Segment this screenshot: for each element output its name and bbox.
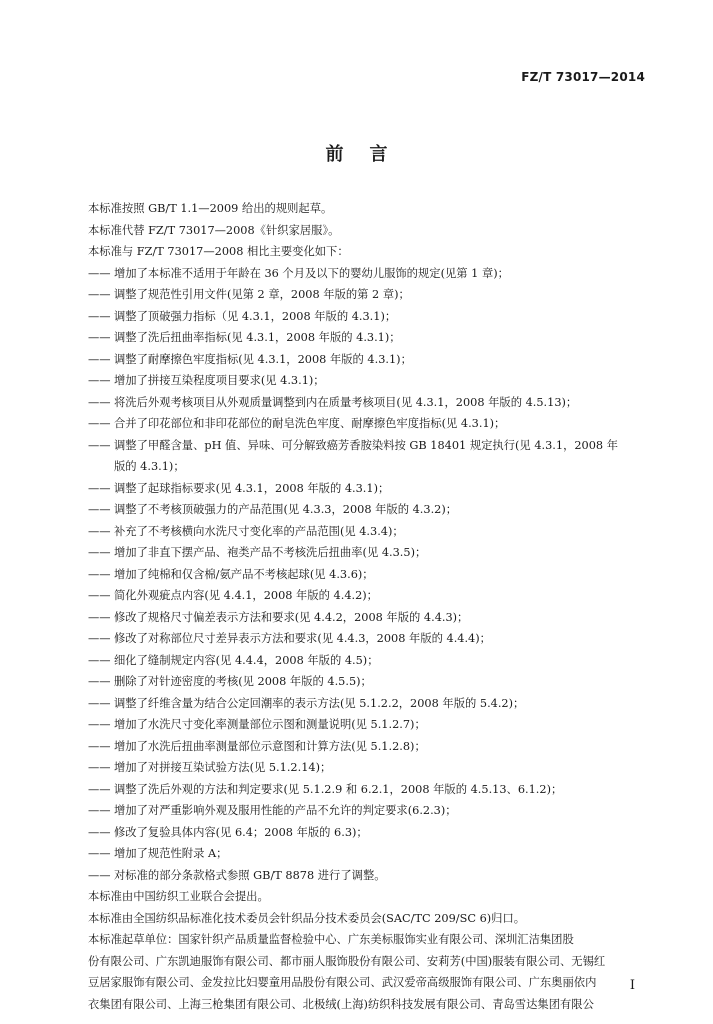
change-text: 对标准的部分条款格式参照 GB/T 8878 进行了调整。 xyxy=(114,868,386,882)
change-item xyxy=(88,521,648,543)
dash-marker: —— xyxy=(88,503,111,516)
change-item xyxy=(88,757,648,779)
change-text: 调整了纤维含量为结合公定回潮率的表示方法(见 5.1.2.2，2008 年版的 5.4.2)； xyxy=(114,696,525,710)
change-text: 修改了复验具体内容(见 6.4；2008 年版的 6.3)； xyxy=(114,825,368,839)
dash-marker: —— xyxy=(88,847,111,860)
dash-marker: —— xyxy=(88,653,111,667)
dash-marker: —— xyxy=(88,481,111,495)
change-text: 将洗后外观考核项目从外观质量调整到内在质量考核项目(见 4.3.1，2008 年版的 4.5.13)； xyxy=(114,395,578,409)
drafting-units-line-3: 豆居家服饰有限公司、金发拉比妇婴童用品股份有限公司、武汉爱帝高级服饰有限公司、广东奥丽依内 xyxy=(88,976,597,989)
dash-marker: —— xyxy=(88,696,111,710)
standard-code: FZ/T 73017—2014 xyxy=(521,70,645,84)
document-body xyxy=(88,198,648,1015)
drafting-units-line-4: 衣集团有限公司、上海三枪集团有限公司、北极绒(上海)纺织科技发展有限公司、青岛雪达集团有限公 xyxy=(88,997,594,1011)
intro-line-2: 本标准代替 FZ/T 73017—2008《针织家居服》。 xyxy=(88,223,340,237)
change-text: 调整了耐摩擦色牢度指标(见 4.3.1，2008 年版的 4.3.1)； xyxy=(114,352,412,366)
change-item xyxy=(88,736,648,758)
change-text: 细化了缝制规定内容(见 4.4.4，2008 年版的 4.5)； xyxy=(114,653,379,667)
change-item xyxy=(88,478,648,500)
dash-marker: —— xyxy=(88,675,111,688)
change-text: 调整了不考核顶破强力的产品范围(见 4.3.3，2008 年版的 4.3.2)； xyxy=(114,503,458,516)
change-item xyxy=(88,779,648,801)
proposed-by: 本标准由中国纺织工业联合会提出。 xyxy=(88,890,269,903)
change-text: 调整了洗后外观的方法和判定要求(见 5.1.2.9 和 6.2.1，2008 年版的 4.5.13、6.1.2)； xyxy=(114,782,563,796)
change-text: 增加了非直下摆产品、袍类产品不考核洗后扭曲率(见 4.3.5)； xyxy=(114,546,427,559)
change-text: 增加了拼接互染程度项目要求(见 4.3.1)； xyxy=(114,374,325,387)
change-item xyxy=(88,542,648,564)
dash-marker: —— xyxy=(88,331,111,344)
change-item xyxy=(88,327,648,349)
dash-marker: —— xyxy=(88,438,111,452)
change-item xyxy=(88,865,648,887)
change-text: 补充了不考核横向水洗尺寸变化率的产品范围(见 4.3.4)； xyxy=(114,524,404,538)
change-item xyxy=(88,435,648,457)
change-text: 增加了本标准不适用于年龄在 36 个月及以下的婴幼儿服饰的规定(见第 1 章)； xyxy=(114,266,509,280)
dash-marker: —— xyxy=(88,718,111,731)
dash-marker: —— xyxy=(88,610,111,624)
change-item xyxy=(88,843,648,865)
change-text: 调整了洗后扭曲率指标(见 4.3.1，2008 年版的 4.3.1)； xyxy=(114,331,401,344)
change-item xyxy=(88,499,648,521)
change-item xyxy=(88,370,648,392)
change-text: 删除了对针迹密度的考核(见 2008 年版的 4.5.5)； xyxy=(114,675,372,688)
dash-marker: —— xyxy=(88,632,111,645)
change-text: 简化外观疵点内容(见 4.4.1，2008 年版的 4.4.2)； xyxy=(114,589,378,602)
drafting-units-line-1: 本标准起草单位：国家针织产品质量监督检验中心、广东美标服饰实业有限公司、深圳汇洁集团股 xyxy=(88,933,574,946)
change-item xyxy=(88,650,648,672)
page-number: I xyxy=(629,978,635,993)
change-text: 修改了对称部位尺寸差异表示方法和要求(见 4.4.3，2008 年版的 4.4.4)； xyxy=(114,632,491,645)
change-item xyxy=(88,671,648,693)
change-text: 修改了规格尺寸偏差表示方法和要求(见 4.4.2，2008 年版的 4.4.3)； xyxy=(114,610,469,624)
change-item xyxy=(88,585,648,607)
dash-marker: —— xyxy=(88,589,111,602)
centralized-by: 本标准由全国纺织品标准化技术委员会针织品分技术委员会(SAC/TC 209/SC 6)归口。 xyxy=(88,911,526,925)
change-item xyxy=(88,693,648,715)
dash-marker: —— xyxy=(88,352,111,366)
change-item xyxy=(88,306,648,328)
dash-marker: —— xyxy=(88,739,111,753)
change-item-continuation xyxy=(88,456,648,478)
dash-marker: —— xyxy=(88,761,111,774)
change-item xyxy=(88,628,648,650)
change-text: 调整了甲醛含量、pH 值、异味、可分解致癌芳香胺染料按 GB 18401 规定执行(见 4.3.1，2008 年 xyxy=(114,438,618,452)
change-item xyxy=(88,564,648,586)
intro-line-1: 本标准按照 GB/T 1.1—2009 给出的规则起草。 xyxy=(88,202,333,215)
change-item xyxy=(88,822,648,844)
change-item xyxy=(88,284,648,306)
dash-marker: —— xyxy=(88,417,111,430)
dash-marker: —— xyxy=(88,868,111,882)
change-text: 调整了起球指标要求(见 4.3.1，2008 年版的 4.3.1)； xyxy=(114,481,390,495)
dash-marker: —— xyxy=(88,374,111,387)
dash-marker: —— xyxy=(88,266,111,280)
change-text: 增加了规范性附录 A； xyxy=(114,847,228,860)
change-text: 合并了印花部位和非印花部位的耐皂洗色牢度、耐摩擦色牢度指标(见 4.3.1)； xyxy=(114,417,506,430)
change-item xyxy=(88,349,648,371)
dash-marker: —— xyxy=(88,567,111,581)
dash-marker: —— xyxy=(88,546,111,559)
change-text: 调整了顶破强力指标（见 4.3.1，2008 年版的 4.3.1)； xyxy=(114,309,397,323)
dash-marker: —— xyxy=(88,782,111,796)
dash-marker: —— xyxy=(88,804,111,817)
change-text: 版的 4.3.1)； xyxy=(114,460,185,473)
change-text: 增加了对拼接互染试验方法(见 5.1.2.14)； xyxy=(114,761,332,774)
change-item xyxy=(88,413,648,435)
change-text: 增加了水洗后扭曲率测量部位示意图和计算方法(见 5.1.2.8)； xyxy=(114,739,426,753)
dash-marker: —— xyxy=(88,825,111,839)
dash-marker: —— xyxy=(88,309,111,323)
dash-marker: —— xyxy=(88,395,111,409)
change-item xyxy=(88,392,648,414)
intro-line-3: 本标准与 FZ/T 73017—2008 相比主要变化如下： xyxy=(88,245,349,258)
dash-marker: —— xyxy=(88,288,111,301)
drafting-units-line-2: 份有限公司、广东凯迪服饰有限公司、都市丽人服饰股份有限公司、安莉芳(中国)服装有限公司、无锡红 xyxy=(88,954,606,968)
page-title: 前言 xyxy=(325,144,414,165)
dash-marker: —— xyxy=(88,524,111,538)
change-item xyxy=(88,714,648,736)
change-text: 增加了对严重影响外观及服用性能的产品不允许的判定要求(6.2.3)； xyxy=(114,804,457,817)
change-text: 调整了规范性引用文件(见第 2 章，2008 年版的第 2 章)； xyxy=(114,288,410,301)
change-text: 增加了水洗尺寸变化率测量部位示图和测量说明(见 5.1.2.7)； xyxy=(114,718,426,731)
change-text: 增加了纯棉和仅含棉/氨产品不考核起球(见 4.3.6)； xyxy=(114,567,374,581)
change-item xyxy=(88,607,648,629)
change-item xyxy=(88,263,648,285)
change-item xyxy=(88,800,648,822)
